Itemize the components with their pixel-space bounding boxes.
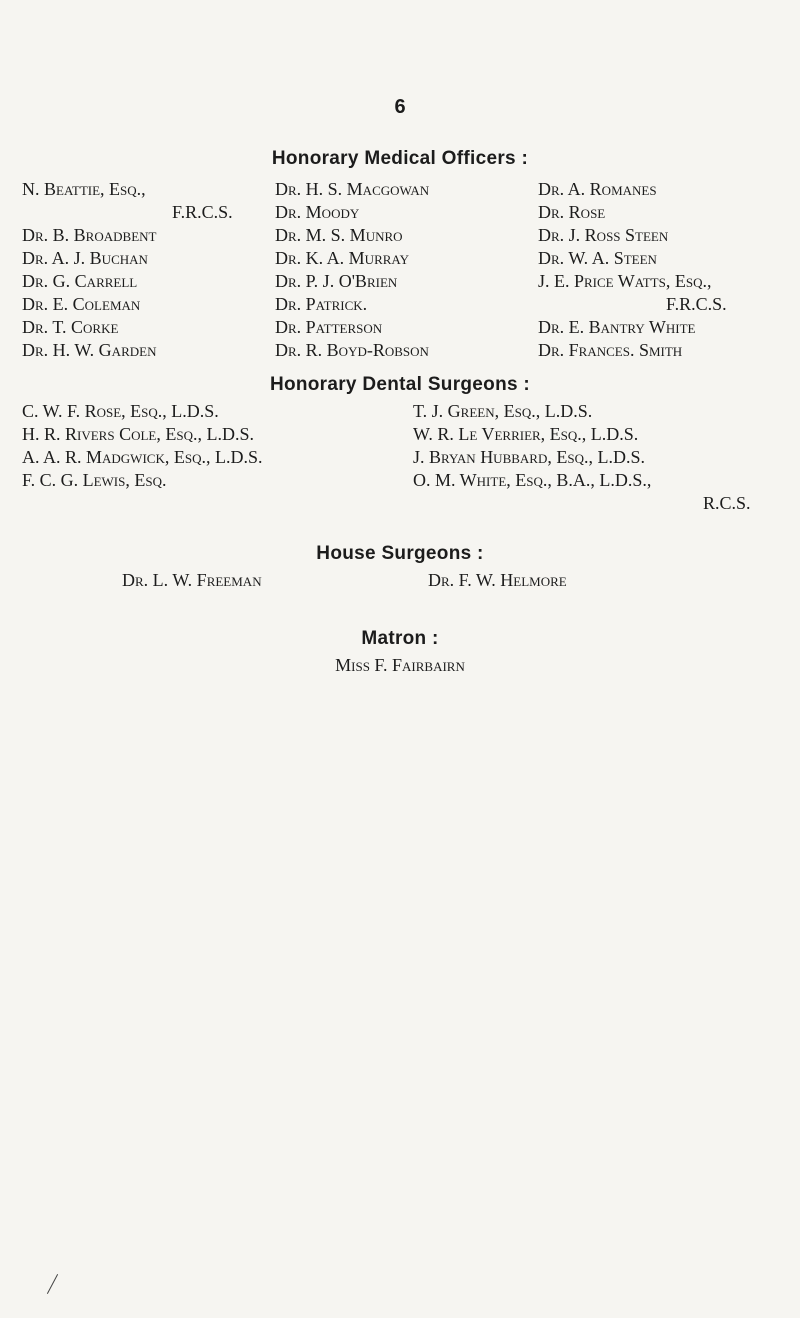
list-item: F.R.C.S. [172, 202, 233, 222]
house-surgeon-name: Dr. F. W. Helmore [428, 570, 567, 590]
list-item: Dr. E. Bantry White [538, 317, 696, 337]
list-item: A. A. R. Madgwick, Esq., L.D.S. [22, 447, 263, 467]
list-item: C. W. F. Rose, Esq., L.D.S. [22, 401, 219, 421]
list-item: Dr. R. Boyd-Robson [275, 340, 429, 360]
list-item: Dr. T. Corke [22, 317, 119, 337]
medical-officers-column-2 [275, 178, 429, 362]
page-number: 6 [394, 96, 406, 118]
list-item: Dr. Patterson [275, 317, 383, 337]
list-item: Dr. Moody [275, 202, 360, 222]
list-item: Dr. H. S. Macgowan [275, 179, 430, 199]
dental-surgeons-column-1 [22, 400, 262, 492]
house-surgeon-name: Dr. L. W. Freeman [122, 570, 262, 590]
list-item: Dr. Frances. Smith [538, 340, 683, 360]
list-item: O. M. White, Esq., B.A., L.D.S., [413, 470, 652, 490]
list-item: W. R. Le Verrier, Esq., L.D.S. [413, 424, 639, 444]
list-item: Dr. A. Romanes [538, 179, 657, 199]
dental-surgeons-heading: Honorary Dental Surgeons : [269, 374, 531, 395]
list-item: H. R. Rivers Cole, Esq., L.D.S. [22, 424, 254, 444]
list-item: F.R.C.S. [666, 294, 727, 314]
list-item: J. E. Price Watts, Esq., [538, 271, 712, 291]
list-item: Dr. J. Ross Steen [538, 225, 669, 245]
list-item: Dr. G. Carrell [22, 271, 138, 291]
medical-officers-heading: Honorary Medical Officers : [271, 148, 529, 169]
matron-name: Miss F. Fairbairn [335, 655, 465, 675]
matron-heading: Matron : [361, 628, 439, 649]
house-surgeons-heading: House Surgeons : [316, 543, 484, 564]
list-item: Dr. A. J. Buchan [22, 248, 148, 268]
list-item: Dr. B. Broadbent [22, 225, 157, 245]
medical-officers-column-1 [22, 178, 233, 362]
list-item: Dr. Patrick. [275, 294, 368, 314]
dental-surgeons-column-2 [413, 400, 751, 515]
list-item: Dr. Rose [538, 202, 606, 222]
list-item: J. Bryan Hubbard, Esq., L.D.S. [413, 447, 645, 467]
list-item: R.C.S. [703, 493, 751, 513]
stray-pen-mark [47, 1274, 58, 1294]
list-item: Dr. P. J. O'Brien [275, 271, 398, 291]
list-item: T. J. Green, Esq., L.D.S. [413, 401, 593, 421]
list-item: Dr. H. W. Garden [22, 340, 157, 360]
medical-officers-column-3 [538, 178, 727, 362]
list-item: Dr. E. Coleman [22, 294, 141, 314]
list-item: Dr. K. A. Murray [275, 248, 409, 268]
list-item: Dr. M. S. Munro [275, 225, 403, 245]
list-item: F. C. G. Lewis, Esq. [22, 470, 167, 490]
list-item: N. Beattie, Esq., [22, 179, 146, 199]
list-item: Dr. W. A. Steen [538, 248, 657, 268]
